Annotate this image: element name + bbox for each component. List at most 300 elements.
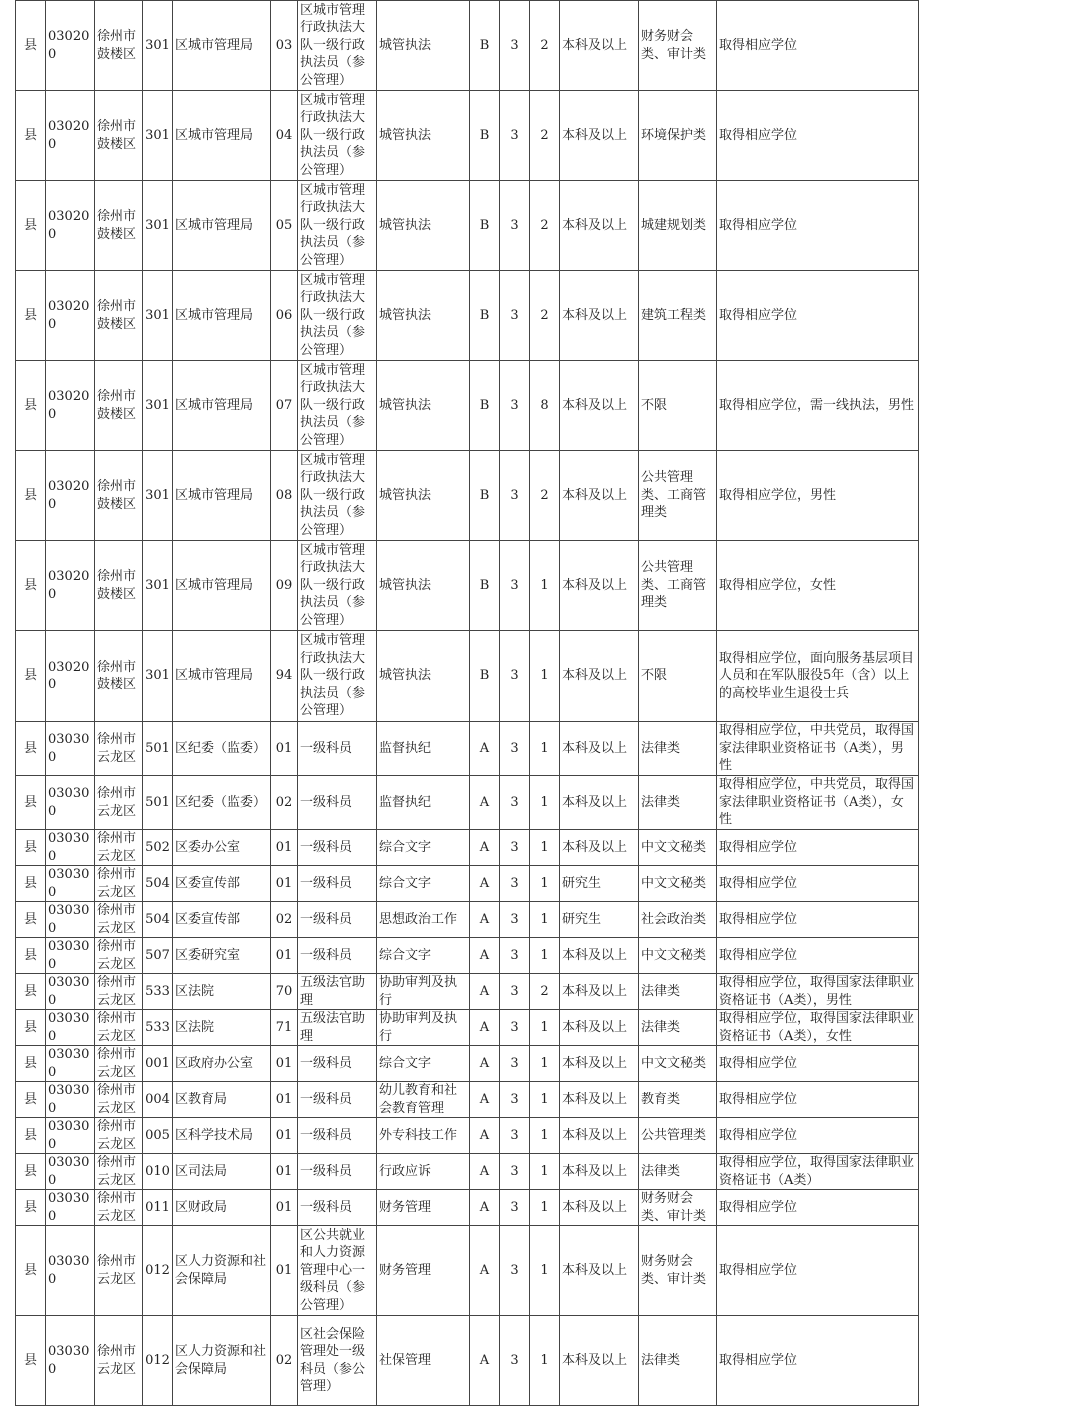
area-cell: 徐州市云龙区 <box>95 1118 143 1154</box>
position-code-cell: 06 <box>271 271 298 361</box>
requirements-cell: 取得相应学位 <box>717 1118 919 1154</box>
table-row <box>16 830 919 866</box>
recruit-count-cell: 1 <box>530 631 560 722</box>
position-code-cell: 01 <box>271 830 298 866</box>
major-cell: 法律类 <box>639 1154 717 1190</box>
position-code-cell: 01 <box>271 1226 298 1316</box>
unit-cell: 区教育局 <box>173 1082 271 1118</box>
area-cell: 徐州市云龙区 <box>95 974 143 1010</box>
major-cell: 法律类 <box>639 776 717 830</box>
level-cell: 县 <box>16 1316 46 1406</box>
unit-cell: 区城市管理局 <box>173 631 271 722</box>
area-cell: 徐州市云龙区 <box>95 1316 143 1406</box>
position-code-cell: 02 <box>271 1316 298 1406</box>
unit-cell: 区人力资源和社会保障局 <box>173 1316 271 1406</box>
recruit-count-cell: 2 <box>530 181 560 271</box>
recruit-count-cell: 2 <box>530 271 560 361</box>
ratio-cell: 3 <box>500 1 530 91</box>
requirements-cell: 取得相应学位 <box>717 866 919 902</box>
region-code-cell: 030300 <box>46 1316 95 1406</box>
exam-category-cell: B <box>470 631 500 722</box>
position-name-cell: 一级科员 <box>298 776 377 830</box>
unit-cell: 区司法局 <box>173 1154 271 1190</box>
unit-code-cell: 502 <box>143 830 173 866</box>
unit-code-cell: 011 <box>143 1190 173 1226</box>
unit-cell: 区城市管理局 <box>173 91 271 181</box>
unit-code-cell: 501 <box>143 776 173 830</box>
requirements-cell: 取得相应学位，需一线执法，男性 <box>717 361 919 451</box>
requirements-cell: 取得相应学位 <box>717 1226 919 1316</box>
requirements-cell: 取得相应学位，中共党员，取得国家法律职业资格证书（A类），女性 <box>717 776 919 830</box>
job-description-cell: 行政应诉 <box>377 1154 470 1190</box>
region-code-cell: 030200 <box>46 91 95 181</box>
major-cell: 不限 <box>639 361 717 451</box>
requirements-cell: 取得相应学位，取得国家法律职业资格证书（A类），女性 <box>717 1010 919 1046</box>
requirements-cell: 取得相应学位，取得国家法律职业资格证书（A类），男性 <box>717 974 919 1010</box>
region-code-cell: 030200 <box>46 1 95 91</box>
exam-category-cell: A <box>470 1226 500 1316</box>
position-code-cell: 07 <box>271 361 298 451</box>
unit-code-cell: 005 <box>143 1118 173 1154</box>
recruit-count-cell: 1 <box>530 1010 560 1046</box>
level-cell: 县 <box>16 541 46 631</box>
exam-category-cell: B <box>470 541 500 631</box>
unit-cell: 区委办公室 <box>173 830 271 866</box>
education-cell: 本科及以上 <box>560 361 639 451</box>
level-cell: 县 <box>16 974 46 1010</box>
job-description-cell: 财务管理 <box>377 1226 470 1316</box>
unit-cell: 区城市管理局 <box>173 1 271 91</box>
position-code-cell: 01 <box>271 1082 298 1118</box>
region-code-cell: 030300 <box>46 1118 95 1154</box>
unit-code-cell: 301 <box>143 91 173 181</box>
table-row <box>16 361 919 451</box>
unit-code-cell: 301 <box>143 271 173 361</box>
education-cell: 本科及以上 <box>560 1010 639 1046</box>
unit-cell: 区人力资源和社会保障局 <box>173 1226 271 1316</box>
unit-code-cell: 301 <box>143 451 173 541</box>
requirements-cell: 取得相应学位 <box>717 271 919 361</box>
exam-category-cell: B <box>470 1 500 91</box>
region-code-cell: 030300 <box>46 830 95 866</box>
recruit-count-cell: 1 <box>530 1046 560 1082</box>
position-name-cell: 一级科员 <box>298 938 377 974</box>
position-code-cell: 01 <box>271 866 298 902</box>
position-name-cell: 一级科员 <box>298 902 377 938</box>
ratio-cell: 3 <box>500 830 530 866</box>
major-cell: 公共管理类、工商管理类 <box>639 451 717 541</box>
position-name-cell: 区城市管理行政执法大队一级行政执法员（参公管理） <box>298 631 377 722</box>
major-cell: 财务财会类、审计类 <box>639 1 717 91</box>
position-code-cell: 94 <box>271 631 298 722</box>
unit-cell: 区城市管理局 <box>173 451 271 541</box>
region-code-cell: 030300 <box>46 1082 95 1118</box>
table-row <box>16 451 919 541</box>
education-cell: 本科及以上 <box>560 1118 639 1154</box>
recruit-count-cell: 2 <box>530 1 560 91</box>
region-code-cell: 030200 <box>46 361 95 451</box>
position-code-cell: 01 <box>271 1118 298 1154</box>
area-cell: 徐州市鼓楼区 <box>95 271 143 361</box>
table-row <box>16 1 919 91</box>
job-description-cell: 城管执法 <box>377 451 470 541</box>
unit-cell: 区政府办公室 <box>173 1046 271 1082</box>
recruit-count-cell: 1 <box>530 1316 560 1406</box>
job-description-cell: 协助审判及执行 <box>377 974 470 1010</box>
position-code-cell: 05 <box>271 181 298 271</box>
ratio-cell: 3 <box>500 902 530 938</box>
region-code-cell: 030200 <box>46 271 95 361</box>
position-code-cell: 08 <box>271 451 298 541</box>
table-row <box>16 938 919 974</box>
position-name-cell: 区城市管理行政执法大队一级行政执法员（参公管理） <box>298 361 377 451</box>
unit-cell: 区城市管理局 <box>173 361 271 451</box>
region-code-cell: 030300 <box>46 776 95 830</box>
level-cell: 县 <box>16 722 46 776</box>
major-cell: 社会政治类 <box>639 902 717 938</box>
level-cell: 县 <box>16 631 46 722</box>
unit-cell: 区纪委（监委） <box>173 776 271 830</box>
ratio-cell: 3 <box>500 1316 530 1406</box>
exam-category-cell: A <box>470 722 500 776</box>
job-description-cell: 幼儿教育和社会教育管理 <box>377 1082 470 1118</box>
requirements-cell: 取得相应学位 <box>717 1 919 91</box>
region-code-cell: 030300 <box>46 974 95 1010</box>
recruit-count-cell: 1 <box>530 1118 560 1154</box>
exam-category-cell: B <box>470 451 500 541</box>
position-name-cell: 一级科员 <box>298 1154 377 1190</box>
unit-code-cell: 301 <box>143 361 173 451</box>
region-code-cell: 030300 <box>46 1046 95 1082</box>
requirements-cell: 取得相应学位，取得国家法律职业资格证书（A类） <box>717 1154 919 1190</box>
unit-cell: 区委宣传部 <box>173 902 271 938</box>
table-row <box>16 866 919 902</box>
position-name-cell: 区城市管理行政执法大队一级行政执法员（参公管理） <box>298 1 377 91</box>
major-cell: 法律类 <box>639 1316 717 1406</box>
ratio-cell: 3 <box>500 361 530 451</box>
education-cell: 本科及以上 <box>560 938 639 974</box>
education-cell: 本科及以上 <box>560 451 639 541</box>
level-cell: 县 <box>16 91 46 181</box>
job-description-cell: 城管执法 <box>377 541 470 631</box>
position-code-cell: 01 <box>271 938 298 974</box>
table-row <box>16 902 919 938</box>
requirements-cell: 取得相应学位 <box>717 1316 919 1406</box>
recruit-count-cell: 1 <box>530 830 560 866</box>
major-cell: 中文文秘类 <box>639 830 717 866</box>
table-row <box>16 1316 919 1406</box>
ratio-cell: 3 <box>500 1082 530 1118</box>
requirements-cell: 取得相应学位 <box>717 830 919 866</box>
major-cell: 建筑工程类 <box>639 271 717 361</box>
job-description-cell: 综合文字 <box>377 1046 470 1082</box>
recruit-count-cell: 1 <box>530 1190 560 1226</box>
position-name-cell: 区城市管理行政执法大队一级行政执法员（参公管理） <box>298 181 377 271</box>
major-cell: 中文文秘类 <box>639 938 717 974</box>
requirements-cell: 取得相应学位 <box>717 1082 919 1118</box>
education-cell: 本科及以上 <box>560 271 639 361</box>
unit-code-cell: 301 <box>143 541 173 631</box>
education-cell: 本科及以上 <box>560 1 639 91</box>
requirements-cell: 取得相应学位 <box>717 938 919 974</box>
region-code-cell: 030200 <box>46 181 95 271</box>
level-cell: 县 <box>16 1010 46 1046</box>
table-row <box>16 1010 919 1046</box>
position-name-cell: 区城市管理行政执法大队一级行政执法员（参公管理） <box>298 451 377 541</box>
table-row <box>16 541 919 631</box>
requirements-cell: 取得相应学位，女性 <box>717 541 919 631</box>
major-cell: 公共管理类、工商管理类 <box>639 541 717 631</box>
position-name-cell: 区城市管理行政执法大队一级行政执法员（参公管理） <box>298 541 377 631</box>
recruit-count-cell: 1 <box>530 776 560 830</box>
major-cell: 中文文秘类 <box>639 866 717 902</box>
unit-code-cell: 507 <box>143 938 173 974</box>
area-cell: 徐州市鼓楼区 <box>95 541 143 631</box>
job-description-cell: 城管执法 <box>377 91 470 181</box>
position-name-cell: 一级科员 <box>298 830 377 866</box>
exam-category-cell: A <box>470 776 500 830</box>
job-description-cell: 城管执法 <box>377 181 470 271</box>
level-cell: 县 <box>16 938 46 974</box>
position-code-cell: 01 <box>271 722 298 776</box>
area-cell: 徐州市云龙区 <box>95 1190 143 1226</box>
table-row <box>16 776 919 830</box>
position-code-cell: 03 <box>271 1 298 91</box>
unit-cell: 区城市管理局 <box>173 181 271 271</box>
region-code-cell: 030200 <box>46 631 95 722</box>
unit-code-cell: 504 <box>143 866 173 902</box>
education-cell: 本科及以上 <box>560 1154 639 1190</box>
requirements-cell: 取得相应学位，男性 <box>717 451 919 541</box>
job-description-cell: 外专科技工作 <box>377 1118 470 1154</box>
education-cell: 本科及以上 <box>560 1190 639 1226</box>
level-cell: 县 <box>16 1226 46 1316</box>
level-cell: 县 <box>16 181 46 271</box>
level-cell: 县 <box>16 776 46 830</box>
job-description-cell: 财务管理 <box>377 1190 470 1226</box>
major-cell: 法律类 <box>639 974 717 1010</box>
area-cell: 徐州市云龙区 <box>95 776 143 830</box>
table-row <box>16 91 919 181</box>
ratio-cell: 3 <box>500 91 530 181</box>
level-cell: 县 <box>16 451 46 541</box>
region-code-cell: 030300 <box>46 866 95 902</box>
major-cell: 不限 <box>639 631 717 722</box>
table-row <box>16 974 919 1010</box>
position-code-cell: 71 <box>271 1010 298 1046</box>
position-name-cell: 区城市管理行政执法大队一级行政执法员（参公管理） <box>298 91 377 181</box>
major-cell: 公共管理类 <box>639 1118 717 1154</box>
level-cell: 县 <box>16 271 46 361</box>
recruit-count-cell: 1 <box>530 902 560 938</box>
ratio-cell: 3 <box>500 722 530 776</box>
area-cell: 徐州市云龙区 <box>95 1010 143 1046</box>
ratio-cell: 3 <box>500 1010 530 1046</box>
job-description-cell: 城管执法 <box>377 271 470 361</box>
ratio-cell: 3 <box>500 1118 530 1154</box>
area-cell: 徐州市云龙区 <box>95 866 143 902</box>
ratio-cell: 3 <box>500 1154 530 1190</box>
unit-code-cell: 012 <box>143 1226 173 1316</box>
unit-code-cell: 301 <box>143 1 173 91</box>
unit-code-cell: 001 <box>143 1046 173 1082</box>
table-row <box>16 1154 919 1190</box>
level-cell: 县 <box>16 1118 46 1154</box>
position-code-cell: 04 <box>271 91 298 181</box>
ratio-cell: 3 <box>500 776 530 830</box>
region-code-cell: 030300 <box>46 938 95 974</box>
major-cell: 中文文秘类 <box>639 1046 717 1082</box>
job-description-cell: 监督执纪 <box>377 776 470 830</box>
area-cell: 徐州市云龙区 <box>95 902 143 938</box>
education-cell: 本科及以上 <box>560 541 639 631</box>
education-cell: 本科及以上 <box>560 974 639 1010</box>
job-listing-table <box>15 0 919 1406</box>
area-cell: 徐州市鼓楼区 <box>95 181 143 271</box>
exam-category-cell: A <box>470 1010 500 1046</box>
position-name-cell: 一级科员 <box>298 1046 377 1082</box>
table-row <box>16 1118 919 1154</box>
region-code-cell: 030200 <box>46 541 95 631</box>
ratio-cell: 3 <box>500 938 530 974</box>
recruit-count-cell: 1 <box>530 1082 560 1118</box>
recruit-count-cell: 1 <box>530 1226 560 1316</box>
table-row <box>16 1190 919 1226</box>
position-code-cell: 70 <box>271 974 298 1010</box>
ratio-cell: 3 <box>500 271 530 361</box>
exam-category-cell: B <box>470 181 500 271</box>
education-cell: 本科及以上 <box>560 181 639 271</box>
region-code-cell: 030300 <box>46 1226 95 1316</box>
area-cell: 徐州市鼓楼区 <box>95 631 143 722</box>
unit-cell: 区城市管理局 <box>173 271 271 361</box>
area-cell: 徐州市云龙区 <box>95 1082 143 1118</box>
job-description-cell: 城管执法 <box>377 1 470 91</box>
position-name-cell: 一级科员 <box>298 722 377 776</box>
unit-code-cell: 012 <box>143 1316 173 1406</box>
unit-cell: 区城市管理局 <box>173 541 271 631</box>
position-code-cell: 09 <box>271 541 298 631</box>
region-code-cell: 030200 <box>46 451 95 541</box>
exam-category-cell: A <box>470 938 500 974</box>
job-description-cell: 监督执纪 <box>377 722 470 776</box>
education-cell: 研究生 <box>560 902 639 938</box>
exam-category-cell: A <box>470 1118 500 1154</box>
requirements-cell: 取得相应学位 <box>717 902 919 938</box>
education-cell: 研究生 <box>560 866 639 902</box>
position-name-cell: 一级科员 <box>298 1118 377 1154</box>
education-cell: 本科及以上 <box>560 1316 639 1406</box>
level-cell: 县 <box>16 1190 46 1226</box>
ratio-cell: 3 <box>500 866 530 902</box>
recruit-count-cell: 2 <box>530 451 560 541</box>
ratio-cell: 3 <box>500 181 530 271</box>
major-cell: 法律类 <box>639 1010 717 1046</box>
recruit-count-cell: 1 <box>530 722 560 776</box>
table-row <box>16 1082 919 1118</box>
recruit-count-cell: 8 <box>530 361 560 451</box>
education-cell: 本科及以上 <box>560 1226 639 1316</box>
table-row <box>16 1226 919 1316</box>
unit-code-cell: 301 <box>143 181 173 271</box>
job-description-cell: 综合文字 <box>377 830 470 866</box>
area-cell: 徐州市鼓楼区 <box>95 91 143 181</box>
education-cell: 本科及以上 <box>560 1046 639 1082</box>
education-cell: 本科及以上 <box>560 631 639 722</box>
level-cell: 县 <box>16 830 46 866</box>
unit-cell: 区纪委（监委） <box>173 722 271 776</box>
exam-category-cell: A <box>470 866 500 902</box>
exam-category-cell: A <box>470 1046 500 1082</box>
level-cell: 县 <box>16 866 46 902</box>
position-name-cell: 五级法官助理 <box>298 974 377 1010</box>
education-cell: 本科及以上 <box>560 722 639 776</box>
position-code-cell: 01 <box>271 1154 298 1190</box>
ratio-cell: 3 <box>500 1190 530 1226</box>
education-cell: 本科及以上 <box>560 830 639 866</box>
education-cell: 本科及以上 <box>560 776 639 830</box>
recruit-count-cell: 2 <box>530 974 560 1010</box>
major-cell: 城建规划类 <box>639 181 717 271</box>
major-cell: 财务财会类、审计类 <box>639 1190 717 1226</box>
major-cell: 法律类 <box>639 722 717 776</box>
exam-category-cell: A <box>470 1316 500 1406</box>
position-code-cell: 01 <box>271 1190 298 1226</box>
ratio-cell: 3 <box>500 451 530 541</box>
table-row <box>16 181 919 271</box>
table-row <box>16 1046 919 1082</box>
position-name-cell: 区社会保险管理处一级科员（参公管理） <box>298 1316 377 1406</box>
region-code-cell: 030300 <box>46 722 95 776</box>
unit-code-cell: 004 <box>143 1082 173 1118</box>
job-description-cell: 城管执法 <box>377 631 470 722</box>
unit-code-cell: 010 <box>143 1154 173 1190</box>
level-cell: 县 <box>16 1046 46 1082</box>
region-code-cell: 030300 <box>46 1154 95 1190</box>
table-row <box>16 722 919 776</box>
area-cell: 徐州市云龙区 <box>95 830 143 866</box>
requirements-cell: 取得相应学位 <box>717 91 919 181</box>
unit-code-cell: 301 <box>143 631 173 722</box>
job-description-cell: 综合文字 <box>377 938 470 974</box>
region-code-cell: 030300 <box>46 1190 95 1226</box>
area-cell: 徐州市鼓楼区 <box>95 361 143 451</box>
recruit-count-cell: 1 <box>530 1154 560 1190</box>
requirements-cell: 取得相应学位，中共党员，取得国家法律职业资格证书（A类），男性 <box>717 722 919 776</box>
level-cell: 县 <box>16 361 46 451</box>
exam-category-cell: A <box>470 1190 500 1226</box>
position-code-cell: 01 <box>271 1046 298 1082</box>
ratio-cell: 3 <box>500 1226 530 1316</box>
table-row <box>16 631 919 722</box>
exam-category-cell: A <box>470 1154 500 1190</box>
education-cell: 本科及以上 <box>560 1082 639 1118</box>
major-cell: 环境保护类 <box>639 91 717 181</box>
unit-cell: 区法院 <box>173 974 271 1010</box>
requirements-cell: 取得相应学位，面向服务基层项目人员和在军队服役5年（含）以上的高校毕业生退役士兵 <box>717 631 919 722</box>
exam-category-cell: B <box>470 91 500 181</box>
job-description-cell: 社保管理 <box>377 1316 470 1406</box>
level-cell: 县 <box>16 902 46 938</box>
recruit-count-cell: 1 <box>530 541 560 631</box>
region-code-cell: 030300 <box>46 1010 95 1046</box>
job-description-cell: 协助审判及执行 <box>377 1010 470 1046</box>
unit-cell: 区委研究室 <box>173 938 271 974</box>
ratio-cell: 3 <box>500 974 530 1010</box>
unit-code-cell: 533 <box>143 1010 173 1046</box>
ratio-cell: 3 <box>500 541 530 631</box>
job-description-cell: 综合文字 <box>377 866 470 902</box>
